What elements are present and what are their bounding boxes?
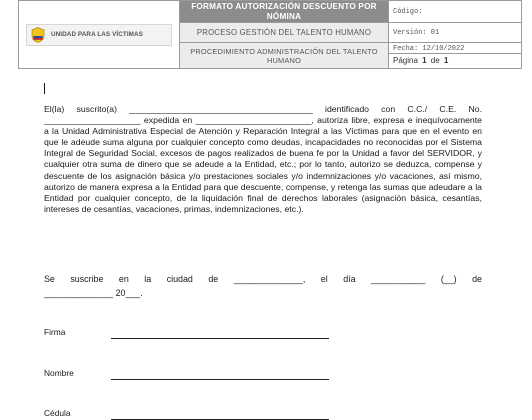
code-label: Código:: [389, 1, 522, 23]
logo-cell: [19, 1, 180, 69]
colombia-seal-icon: [31, 27, 45, 43]
firma-label: Firma: [44, 327, 66, 337]
process-name: PROCESO GESTIÓN DEL TALENTO HUMANO: [180, 23, 389, 43]
firma-line[interactable]: [111, 338, 329, 339]
page-word: Página: [393, 56, 418, 65]
date-label: Fecha: 12/10/2022: [389, 43, 521, 54]
document-header: [18, 0, 522, 69]
nombre-line[interactable]: [111, 379, 329, 380]
procedure-name: PROCEDIMIENTO ADMINISTRACIÓN DEL TALENTO HUMANO: [180, 43, 389, 69]
cedula-label: Cédula: [44, 408, 71, 418]
logo-text: UNIDAD PARA LAS VÍCTIMAS: [51, 31, 143, 38]
authorization-paragraph[interactable]: El(la) suscrito(a) ______________________________________ identificado con C.C./ C.E. No. ____________________ expedida en ________________________, autoriza libre, expresa e inequívocamente a la Unidad Administrativa Especial de Atención y Reparación Integral a las Víctimas para que en el evento en que le adeude suma alguna por cualquier concepto como deudas, incapacidades no reconocidas por el Sistema Integral de Seguridad Social, excesos de pagos realizados de buena fe por la Unidad a favor del SERVIDOR, y cualquier otra suma de dinero que se adeude a la Entidad, etc.; por lo tanto, autorizo se deduzca, compense y descuente de los asignación básica y/o prestaciones sociales y/o indemnizaciones y/o vacaciones, así mismo, autorizo de manera expresa a la Entidad para que descuente, compense, y retenga las sumas que adeudare a la Entidad por cualquier concepto, de la liquidación final de derechos laborales (asignación básica, cesantías, intereses de cesantías, vacaciones, primas, indemnizaciones, etc.).: [44, 104, 482, 214]
document-title: FORMATO AUTORIZACIÓN DESCUENTO POR NÓMINA: [180, 1, 389, 23]
entity-logo: [26, 24, 172, 46]
date-page-cell: [389, 43, 522, 69]
page-indicator: [389, 56, 521, 68]
place-date-line[interactable]: [44, 272, 482, 300]
page-total: 1: [443, 56, 449, 65]
page-current: 1: [422, 56, 427, 65]
page-of-word: de: [430, 56, 440, 65]
place-date-line-1: Se suscribe en la ciudad de ______________, el día ___________ (__) de: [44, 274, 482, 284]
nombre-label: Nombre: [44, 368, 74, 378]
place-date-line-2: ______________ 20___.: [44, 288, 143, 298]
version-label: Versión: 01: [389, 23, 522, 43]
text-cursor[interactable]: [44, 83, 45, 94]
